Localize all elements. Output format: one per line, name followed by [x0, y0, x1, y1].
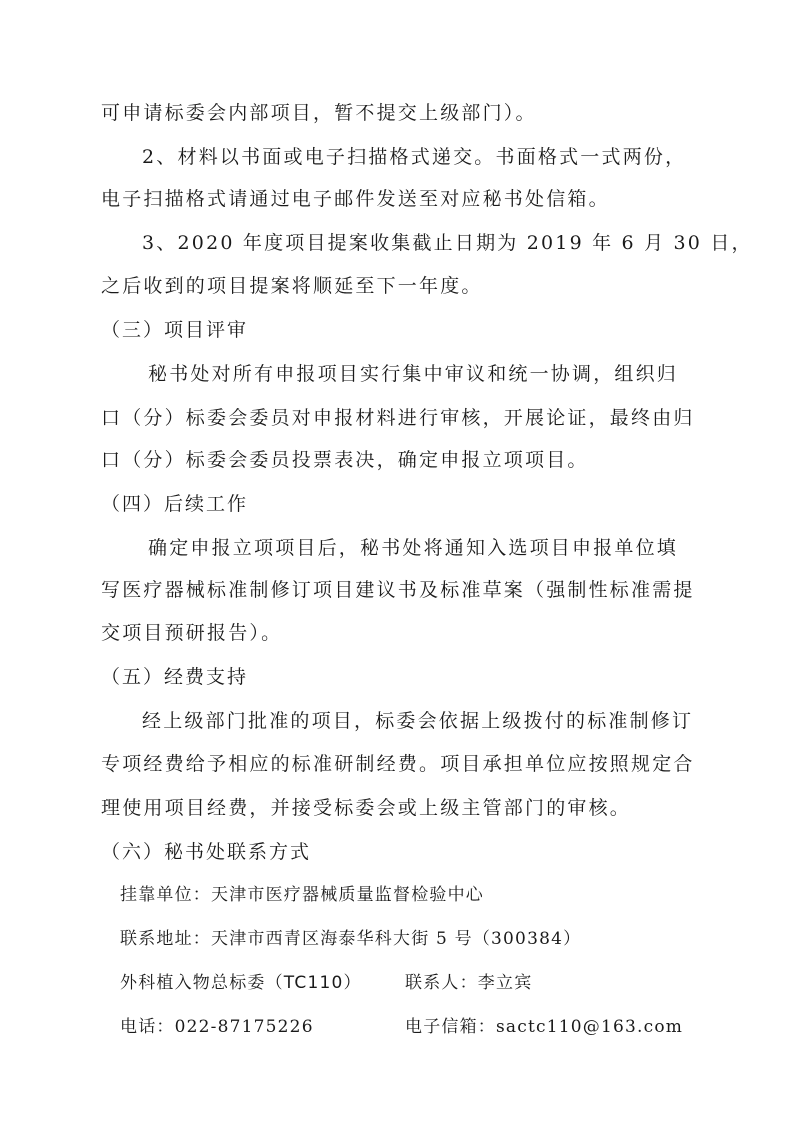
contact-email: 电子信箱：sactc110@163.com [405, 1017, 684, 1037]
funding-line-2: 专项经费给予相应的标准研制经费。项目承担单位应按照规定合 [101, 753, 695, 775]
section-heading-contact: （六）秘书处联系方式 [101, 841, 312, 863]
submission-item-2-line-1: 2、材料以书面或电子扫描格式递交。书面格式一式两份， [142, 146, 687, 168]
section-heading-funding: （五）经费支持 [101, 666, 249, 688]
submission-item-3-line-1: 3、2020 年度项目提案收集截止日期为 2019 年 6 月 30 日， [142, 232, 753, 254]
followup-line-1: 确定申报立项项目后，秘书处将通知入选项目申报单位填 [148, 537, 679, 559]
review-line-1: 秘书处对所有申报项目实行集中审议和统一协调，组织归 [148, 363, 679, 385]
contact-affiliation: 挂靠单位：天津市医疗器械质量监督检验中心 [120, 885, 484, 905]
contact-phone: 电话：022-87175226 [120, 1017, 314, 1037]
contact-committee: 外科植入物总标委（TC110） [120, 973, 362, 993]
submission-line-1: 可申请标委会内部项目，暂不提交上级部门）。 [101, 102, 537, 124]
followup-line-3: 交项目预研报告）。 [101, 622, 283, 644]
section-heading-review: （三）项目评审 [101, 319, 249, 341]
submission-item-2-line-2: 电子扫描格式请通过电子邮件发送至对应秘书处信箱。 [101, 188, 610, 210]
followup-line-2: 写医疗器械标准制修订项目建议书及标准草案（强制性标准需提 [101, 579, 695, 601]
submission-item-3-line-2: 之后收到的项目提案将顺延至下一年度。 [101, 275, 483, 297]
funding-line-1: 经上级部门批准的项目，标委会依据上级拨付的标准制修订 [142, 710, 694, 732]
review-line-2: 口（分）标委会委员对申报材料进行审核，开展论证，最终由归 [101, 407, 695, 429]
section-heading-followup: （四）后续工作 [101, 493, 249, 515]
review-line-3: 口（分）标委会委员投票表决，确定申报立项项目。 [101, 449, 589, 471]
contact-person: 联系人：李立宾 [405, 973, 533, 993]
funding-line-3: 理使用项目经费，并接受标委会或上级主管部门的审核。 [101, 797, 632, 819]
contact-address: 联系地址：天津市西青区海泰华科大街 5 号（300384） [120, 929, 582, 949]
